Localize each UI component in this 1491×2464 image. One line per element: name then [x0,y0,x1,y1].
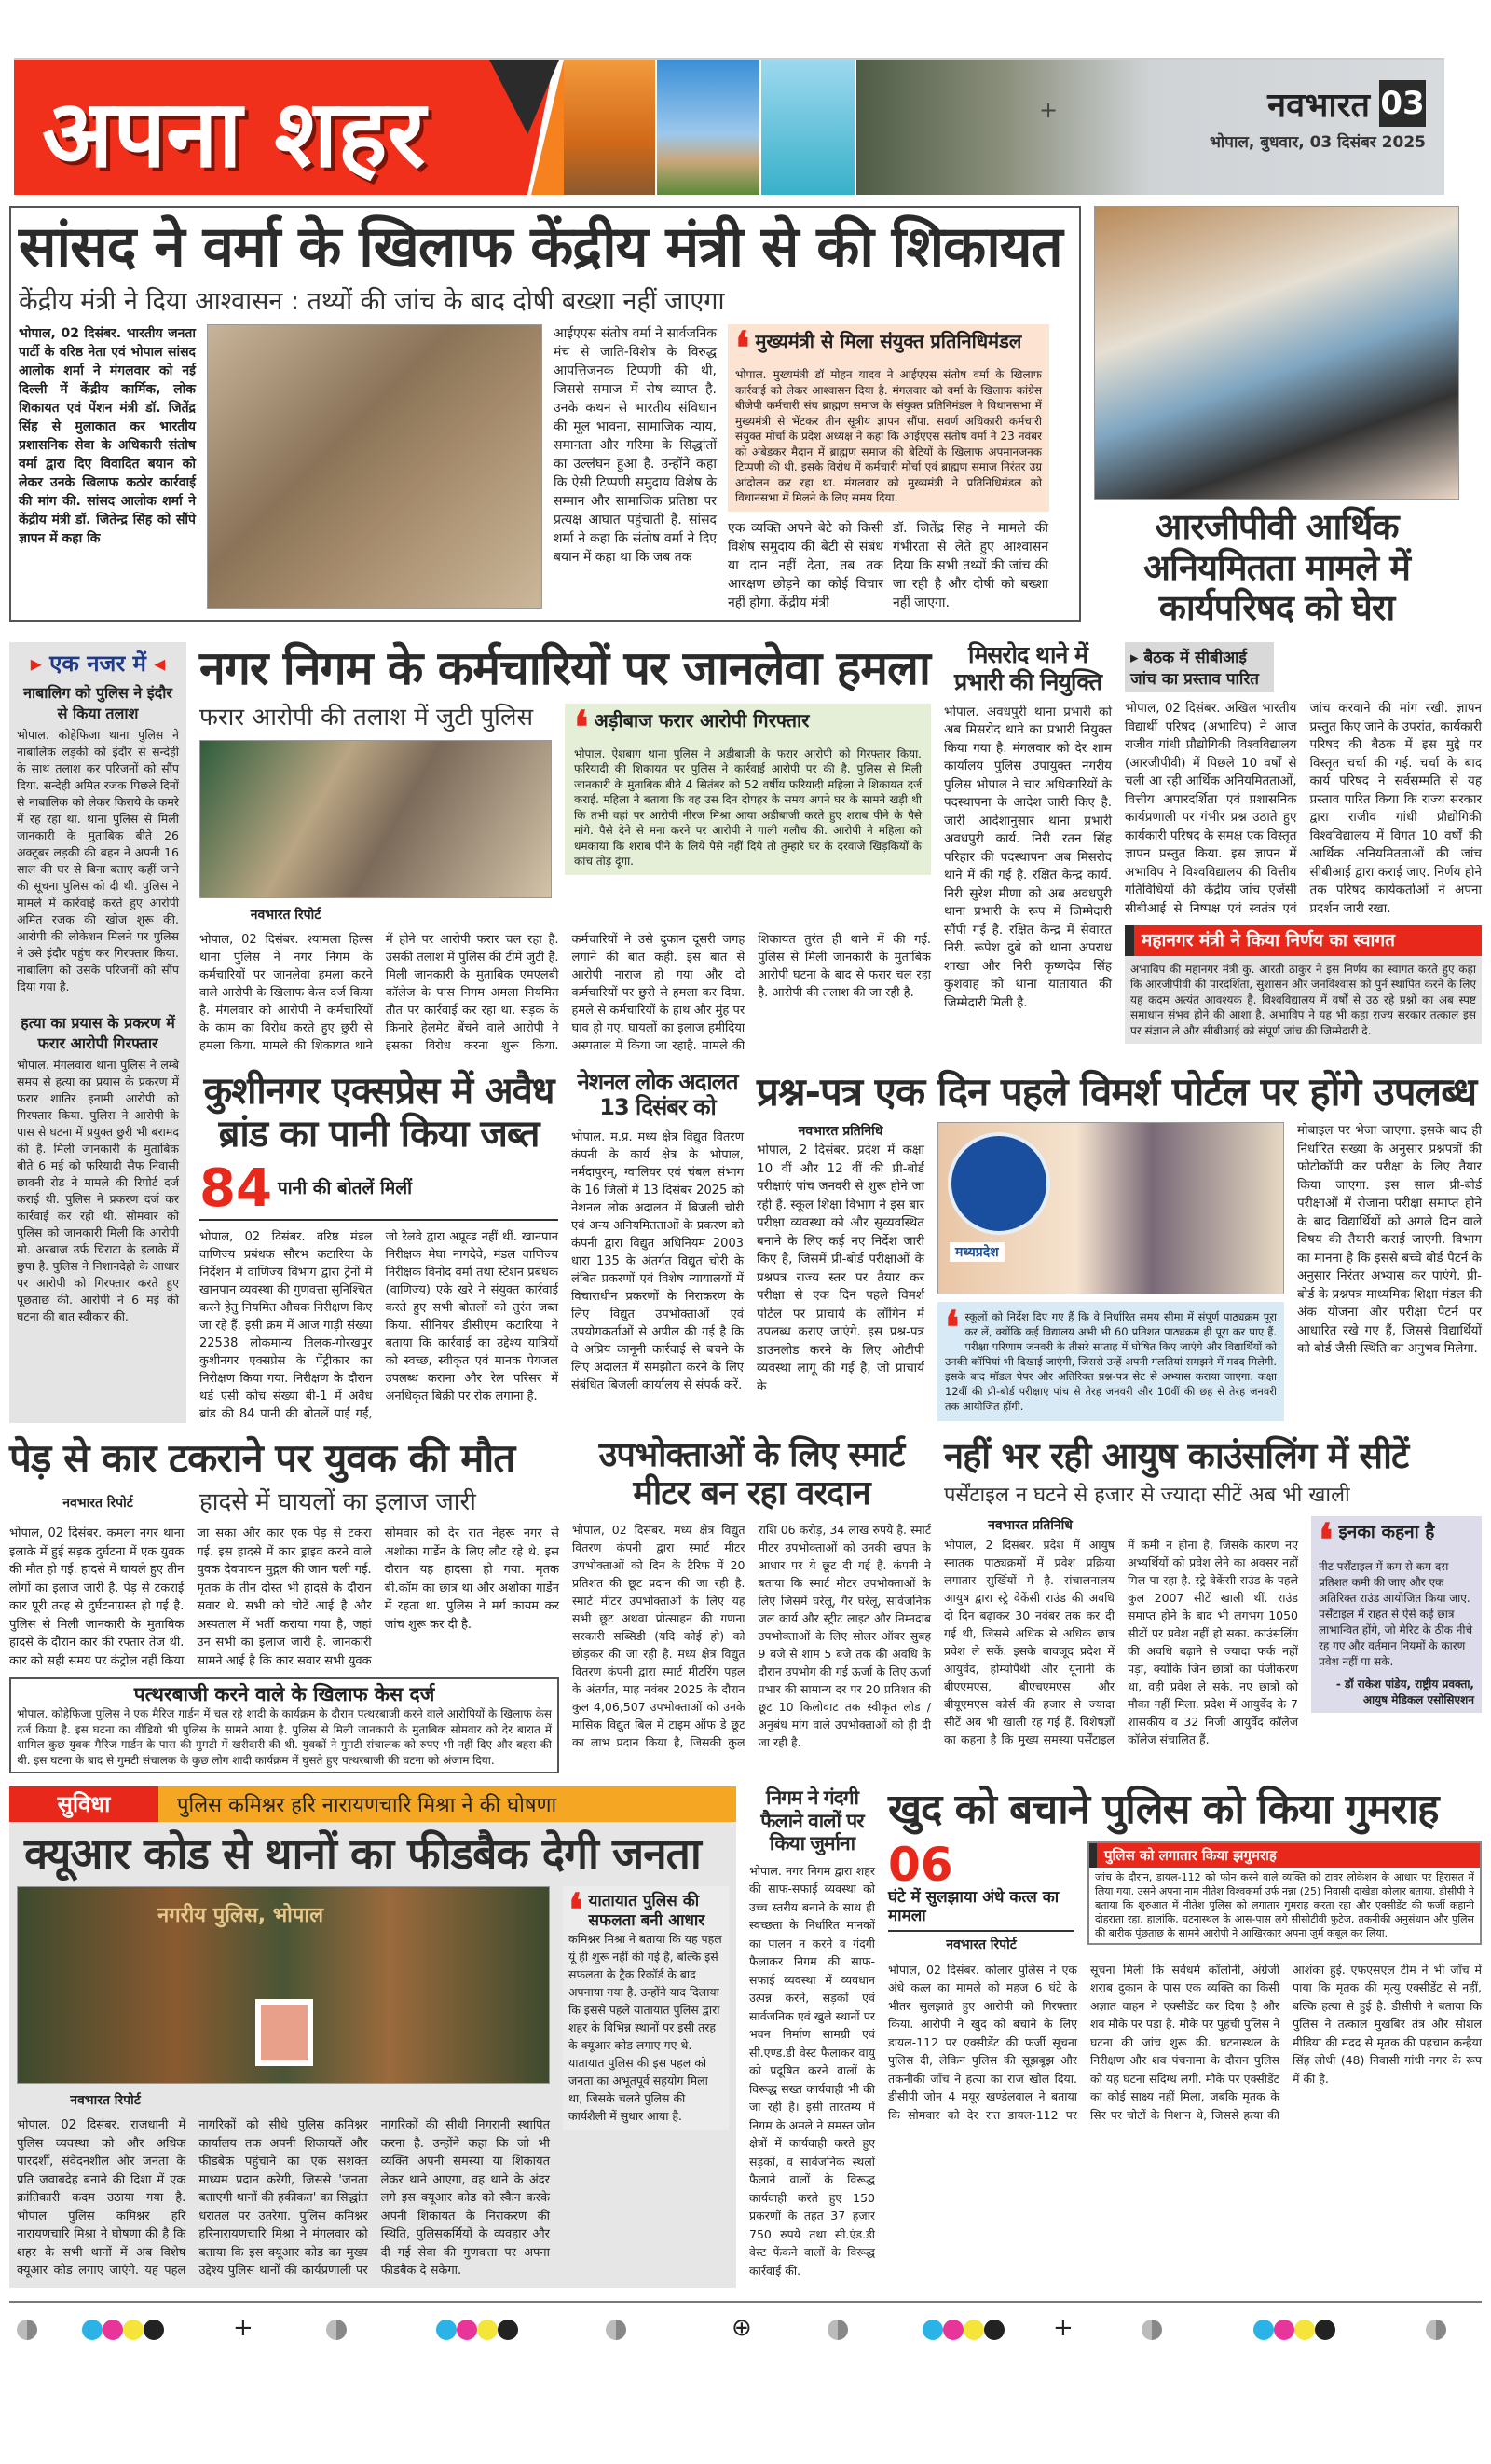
rgpv-banner-text: महानगर मंत्री ने किया निर्णय का स्वागत [1142,930,1395,951]
lead-column-4: डॉ. जितेंद्र सिंह ने मामले की गंभीरता से लेते हुए आश्वासन दिया कि सभी तथ्यों की जांच की जा रही है और दोषी को बख्शा नहीं जाएगा. [893,520,1048,610]
gumrah-body: भोपाल, 02 दिसंबर. कोलार पुलिस ने एक अंधे कत्ल का मामले को महज 6 घंटे के भीतर सुलझाते हुए आरोपी को गिरफ्तार किया. आरोपी ने खुद को बचाने के लिए डायल-112 पर एक्सीडेंट की फर्जी सूचना पुलिस दी, लेकिन पुलिस की सूझबूझ और तकनीकी जाँच ने हत्या का राज खोल दिया. डीसीपी जोन 4 मयूर खण्डेलवाल ने बताया कि सोमवार को देर रात डायल-112 पर सूचना मिली कि सर्वधर्म कॉलोनी, अंग्रेजी शराब दुकान के पास एक व्यक्ति का किसी अज्ञात वाहन ने एक्सीडेंट कर दिया है और शव मौके पर पड़ा है. मौके पर पुहंची पुलिस ने घटना की जांच शुरू की. घटनास्थल के निरीक्षण और शव पंचनामा के दौरान पुलिस को यह घटना संदिग्ध लगी. मौके पर एक्सीडेंट का कोई साक्ष्य नहीं मिला, जबकि मृतक के सिर पर चोटों के निशान थे, जिससे हत्या की आशंका हुई. एफएसएल टीम ने भी जाँच में पाया कि मृतक की मृत्यु एक्सीडेंट से नहीं, बल्कि हत्या से हुई है. डीसीपी ने बताया कि पुलिस ने तत्काल मुखबिर तंत्र और सोशल मीडिया की मदद से मृतक की पहचान कन्हैया सिंह लोधी (48) निवासी गांधी नगर के रूप में की है. [888,1962,1482,2122]
masthead-brand [1210,80,1426,152]
prashna-patra-headline: प्रश्न-पत्र एक दिन पहले विमर्श पोर्टल पर होंगे उपलब्ध [757,1068,1477,1115]
row-lower [9,1436,1482,1774]
ayush-byline: नवभारत प्रतिनिधि [988,1517,1073,1533]
ayush-quote-author: - डॉ राकेश पांडेय, राष्ट्रीय प्रवक्ता, आयुष मेडिकल एसोसिएशन [1335,1677,1474,1706]
gandagi-body: भोपाल. नगर निगम द्वारा शहर की साफ-सफाई व्यवस्था को उच्च स्तरीय बनाने के साथ ही स्वच्छता के निर्धारित मानकों का पालन न करने व गंदगी फैलाकर निगम की साफ-सफाई व्यवस्था में व्यवधान उत्पन्न करने, सड़कों एवं सार्वजनिक एवं खुले स्थानों पर भवन निर्माण सामग्री एवं सी.एण्ड.डी वेस्ट फैलाकर वायु को प्रदूषित करने वालों के विरूद्ध सख्त कार्यवाही भी की जा रही है। इसी तारतम्य में निगम के अमले ने समस्त जोन क्षेत्रों में कार्यवाही करते हुए सड़कों, व सार्वजनिक स्थलों फैलाने वालों के विरूद्ध कार्यवाही करते हुए 150 प्रकरणों के तहत 37 हजार 750 रुपये तथा सी.एंड.डी वेस्ट फेंकने वालों के विरूद्ध कार्रवाई की. [749,1863,875,2278]
crosshair-mark: + [1039,97,1059,123]
rgpv-banner [1125,925,1482,956]
prashna-byline: नवभारत प्रतिनिधि [798,1124,883,1140]
lead-subhead: केंद्रीय मंत्री ने दिया आश्वासन : तथ्यों की जांच के बाद दोषी बख्शा नहीं जाएगा [19,287,725,316]
row-lead [9,206,1482,629]
ayush-quote-box [1311,1513,1482,1713]
ayush-quote-title: इनका कहना है [1338,1521,1435,1542]
highlight-text: पानी की बोतलें मिलीं [277,1177,413,1198]
paper-name-logo: नवभारत [1267,86,1370,125]
qr-kicker: सुविधा [9,1786,158,1822]
brief-1-headline: नाबालिग को पुलिस ने इंदौर से किया तलाश [23,684,172,723]
city-photo-statue [564,60,655,195]
ayush-headline: नहीं भर रही आयुष काउंसलिंग में सीटें [944,1434,1409,1476]
registration-marks: + ⊕ + [9,2316,1482,2348]
brief-1-body: भोपाल. कोहेफिजा थाना पुलिस ने नाबालिक लड़की को इंदौर से सन्देही के साथ तलाश कर परिजनों को सौंप दिया. सन्देही अमित रजक पिछले दिनों से नाबालिक को लेकर किराये के कमरे में रह रहा था. थाना पुलिस से मिली जानकारी के मुताबिक बीते 26 अक्टूबर लड़की की बहन ने अपनी 16 साल की घर से बिना बताए कहीं जाने की सूचना पुलिस को दी थी. पुलिस ने मामले में कार्रवाई करते हुए आरोपी अमित रजक की खोज शुरू की. आरोपी की लोकेशन मिलने पर पुलिस ने उसे इंदौर पहुंच कर गिरफ्तार किया. नाबालिग को उसके परिजनों को सौंप दिया गया है. [17,728,179,994]
accident-story [9,1436,559,1774]
ek-nazar-column [9,642,186,1423]
rgpv-headline: आरजीपीवी आर्थिक अनियमितता मामले में कार्यपरिषद को घेरा [1143,506,1410,629]
misrod-story [944,642,1112,1012]
masthead [14,58,1444,193]
stone-pelting-body: भोपाल. कोहेफिजा पुलिस ने एक मैरिज गार्डन में चल रहे शादी के कार्यक्रम के दौरान पत्थरबाजी करने वाले आरोपियों के खिलाफ केस दर्ज किया है. इस घटना का वीडियो भी पुलिस के सामने आया है. पुलिस से मिली जानकारी के मुताबिक सोमवार को देर बारात में शामिल कुछ युवक मैरिज गार्डन के पास की गुमटी में खरीदारी की थी. युवकों ने गुमटी संचालक को रुपए भी नहीं दिए और बहस की थी. इस घटना के बाद से गुमटी संचालक के कुछ लोग शादी कार्यक्रम में घुसते हुए पत्थरबाजी की घटना को अंजाम दिया. [17,1707,552,1767]
ayush-subhead: पर्सेंटाइल न घटने से हजार से ज्यादा सीटें अब भी खाली [944,1484,1350,1508]
qr-photo-sign: नगरीय पुलिस, भोपाल [157,1904,323,1928]
rgpv-tag-text: बैठक में सीबीआई जांच का प्रस्ताव पारित [1130,649,1259,690]
lead-column-2: आईएएस संतोष वर्मा ने सार्वजनिक मंच से जाति-विशेष के विरुद्ध आपत्तिजनक टिप्पणी की थी, जिससे समाज में रोष व्याप्त है. उनके कथन से भारतीय संविधान की मूल भावना, सामाजिक न्याय, समानता और गरिमा के सिद्धांतों का उल्लंघन हुआ है. उन्होंने कहा कि ऐसी टिप्पणी समुदाय विशेष के सम्मान और सामाजिक प्रतिष्ठा पर प्रत्यक्ष आघात पहुंचाती है. सांसद शर्मा ने कहा कि संतोष वर्मा ने दिए बयान में कहा था कि जब तक [554,326,717,566]
kushinagar-story [199,1070,558,1423]
qr-kicker-bar [9,1786,736,1822]
traffic-police-body: कमिश्नर मिश्रा ने बताया कि यह पहल यूं ही शुरू नहीं की गई है, बल्कि इसे सफलता के ट्रैक रिकॉर्ड के बाद अपनाया गया है. उन्होंने याद दिलाया कि इससे पहले यातायात पुलिस द्वारा शहर के विभिन्न स्थानों पर इसी तरह के क्यूआर कोड लगाए गए थे. यातायात पुलिस की इस पहल को जनता का अभूतपूर्व सहयोग मिला था, जिसके चलते पुलिस की कार्यशैली में सुधार आया है. [568,1932,722,2124]
prashna-quote-box [937,1302,1284,1421]
lead-photo [207,324,542,609]
stone-pelting-box [9,1677,559,1773]
gumrah-headline: खुद को बचाने पुलिस को किया गुमराह [888,1786,1439,1834]
dateline: भोपाल, बुधवार, 03 दिसंबर 2025 [1209,133,1426,152]
adibaj-body: भोपाल. ऐशबाग थाना पुलिस ने अडीबाजी के फरार आरोपी को गिरफ्तार किया. फरियादी की शिकायत पर पुलिस ने कार्रवाई आरोपी पर की है. पुलिस से मिली जानकारी के मुताबिक बीते 4 सितंबर को 52 वर्षीय फरियादी महिला ने शिकायत दर्ज कराई. महिला ने बताया कि वह उस दिन दोपहर के समय अपने घर के सामने खड़ी थी कि तभी वहां पर आरोपी नीरज मिश्रा आया अडीबाजी करते हुए शराब पीने के पैसे मांगे. पैसे देने से मना करने पर आरोपी ने गाली गलौच की. आरोपी ने महिला को धमकाया कि शराब पीने के लिये पैसे नहीं दिये तो तुम्हारे घर के दरवाजे खिड़कियों के कांच तोड़ दूंगा. [574,746,922,869]
lead-column-3: एक व्यक्ति अपने बेटे को किसी विशेष समुदाय की बेटी से संबंध या दान नहीं देता, तब तक आरक्षण छोड़ने का कोई विचार नहीं होगा. केंद्रीय मंत्री [728,520,883,610]
nagar-nigam-story [199,642,931,1055]
row-bottom [9,1786,1482,2287]
rgpv-banner-body: अभाविप की महानगर मंत्री कु. आरती ठाकुर ने इस निर्णय का स्वागत करते हुए कहा कि आरजीपीवी की पारदर्शिता, सुशासन और जनविश्वास को पुर्न स्थापित करने के लिए यह कदम अत्यंत आवश्यक है. विश्वविद्यालय में वर्षों से उठ रहे प्रश्नों का अब स्पष्ट समाधान संभव होने की आशा है. अभाविप ने यह भी कहा राज्य सरकार तत्काल इस पर संज्ञान ले और सीबीआई को संपूर्ण जांच की जिम्मेदारी दे. [1125,956,1482,1045]
gumrah-highlight [888,1838,1074,1932]
accident-byline: नवभारत रिपोर्ट [62,1496,133,1512]
qr-press-photo [17,1886,550,2084]
highlight-number: 06 [888,1838,953,1893]
nagar-nigam-subhead: फरार आरोपी की तलाश में जुटी पुलिस [199,703,534,732]
smart-meter-body: भोपाल, 02 दिसंबर. मध्य क्षेत्र विद्युत वितरण कंपनी द्वारा स्मार्ट मीटर उपभोक्ताओं को दिन के टैरिफ में 20 प्रतिशत की छूट प्रदान की जा रही है. स्मार्ट मीटर उपभोक्ताओं के लिए यह सभी छूट अथवा प्रोत्साहन की गणना सरकारी सब्सिडी (यदि कोई हो) को छोड़कर की जा रही है. मध्य क्षेत्र विद्युत वितरण कंपनी द्वारा स्मार्ट मीटरिंग पहल के अंतर्गत, माह नवंबर 2025 के दौरान कुल 4,06,507 उपभोक्ताओं को उनके मासिक विद्युत बिल में टाइम ऑफ डे छूट का लाभ प्रदान किया है, जिसकी कुल राशि 06 करोड़, 34 लाख रुपये है. स्मार्ट मीटर उपभोक्ताओं को उनकी खपत के आधार पर ये छूट दी गई है. कंपनी ने बताया कि स्मार्ट मीटर उपभोक्ताओं के लिए जिसमें घरेलू, गैर घरेलू, सार्वजनिक जल कार्य और स्ट्रीट लाइट और निम्नदाब उपभोक्ताओं के लिए सोलर ऑवर सुबह 9 बजे से शाम 5 बजे तक की अवधि के दौरान उपभोग की गई ऊर्जा के लिए ऊर्जा प्रभार की सामान्य दर पर 20 प्रतिशत की छूट 10 किलोवाट तक स्वीकृत लोड / अनुबंध मांग वाले उपभोक्ताओं को ही दी जा रही है. [572,1522,931,1749]
prashna-patra-story [757,1070,1482,1421]
ayush-quote-text: नीट पर्सेंटाइल में कम से कम दस प्रतिशत कमी की जाए और एक अतिरिक्त राउंड आयोजित किया जाए. पर्सेंटाइल में राहत से ऐसे कई छात्र लाभान्वित होंगे, जो मेरिट के ठीक नीचे रह गए और वर्तमान नियमों के कारण प्रवेश नहीं पा सके. [1319,1559,1473,1668]
stone-pelting-title: पत्थरबाजी करने वाले के खिलाफ केस दर्ज [133,1683,435,1706]
city-photo-mosque [657,60,759,195]
misrod-body: भोपाल. अवधपुरी थाना प्रभारी को अब मिसरोद थाने का प्रभारी नियुक्त किया गया है. मंगलवार को देर शाम कार्यालय पुलिस उपायुक्त नगरीय पुलिस भोपाल ने चार अधिकारियों के पदस्थापना के आदेश जारी किए है. जारी आदेशानुसार थाना प्रभारी अवधपुरी कार्य. निरी रतन सिंह परिहार की पदस्थापना अब मिसरोद थाने में की गई है. रक्षित केन्द्र कार्य. निरी सुरेश मीणा को अब अवधपुरी थाना प्रभारी के रूप में जिम्मेदारी सौंपी गई है. रक्षित केन्द्र में सेवारत निरी. रूपेश दुबे को थाना अपराध शाखा और निरी कृष्णदेव सिंह कुशवाह को थाना यातायात की जिम्मेदारी मिली है. [944,704,1112,1010]
adibaj-title: अड़ीबाज फरार आरोपी गिरफ्तार [594,708,810,732]
quote-mark-icon: ❛ [568,1884,583,1937]
misled-box [1087,1841,1482,1945]
lead-column-1: भोपाल, 02 दिसंबर. भारतीय जनता पार्टी के वरिष्ठ नेता एवं भोपाल सांसद आलोक शर्मा ने मंगलवार को नई दिल्ली में केंद्रीय कार्मिक, लोक शिकायत एवं पेंशन मंत्री डॉ. जितेंद्र सिंह से मुलाकात कर भारतीय प्रशासनिक सेवा के अधिकारी संतोष वर्मा द्वारा दिए विवादित बयान को लेकर उनके खिलाफ कठोर कार्रवाई की मांग की. सांसद आलोक शर्मा ने केंद्रीय मंत्री डॉ. जितेन्द्र सिंह को सौंपे ज्ञापन में कहा कि [19,326,196,547]
nagar-nigam-headline: नगर निगम के कर्मचारियों पर जानलेवा हमला [199,641,930,696]
bottom-rule [9,2301,1482,2303]
page-number: 03 [1379,80,1426,127]
misled-box-title-text: पुलिस को लगातार किया झगुमराह [1104,1847,1277,1865]
smart-meter-story [572,1436,931,1751]
ek-nazar-title-text: एक नजर में [49,650,146,678]
qr-byline: नवभारत रिपोर्ट [70,2093,141,2109]
traffic-police-box [563,1886,729,2130]
prashna-quote-text: स्कूलों को निर्देश दिए गए हैं कि वे निर्धारित समय सीमा में संपूर्ण पाठ्यक्रम पूरा कर लें, क्योंकि कई विद्यालय अभी भी 60 प्रतिशत पाठ्यक्रम ही पूरा कर पाए हैं. परीक्षा परिणाम जनवरी के तीसरे सप्ताह में घोषित किए जाएंगे और विद्यार्थियों को उनकी कॉपियां भी दिखाई जाएंगी, जिससे उन्हें अपनी गलतियां समझने में मदद मिलेगी. इसके बाद मॉडल पेपर और अतिरिक्त प्रश्न-पत्र सेट से अभ्यास कराया जाएगा. कक्षा 12वीं की प्री-बोर्ड परीक्षाएं पांच से तेरह जनवरी और 10वीं की छह से तेरह जनवरी तक आयोजित होंगी. [945,1310,1277,1414]
section-title: अपना शहर [42,79,426,188]
rgpv-body: भोपाल, 02 दिसंबर. अखिल भारतीय विद्यार्थी परिषद (अभाविप) ने आज राजीव गांधी प्रौद्योगिकी विश्वविद्यालय (आरजीपीवी) में पिछले 10 वर्षों से चली आ रही आर्थिक अनियमितताओं, वित्तीय अपारदर्शिता एवं प्रशासनिक कार्यप्रणाली पर गंभीर प्रश्न उठाते हुए कार्यकारी परिषद के समक्ष एक विस्तृत ज्ञापन प्रस्तुत किया. इस ज्ञापन में अभाविप ने विश्वविद्यालय की वित्तीय गतिविधियों की केंद्रीय जांच एजेंसी सीबीआई से निष्पक्ष एवं स्वतंत्र एवं जांच करवाने की मांग रखी. ज्ञापन प्रस्तुत किए जाने के उपरांत, कार्यकारी परिषद की बैठक में इस मुद्दे पर विस्तृत चर्चा की गई. चर्चा के बाद कार्य परिषद ने सर्वसम्मति से यह प्रस्ताव पारित किया कि राज्य सरकार द्वारा राजीव गांधी प्रौद्योगिकी विश्वविद्यालय में विगत 10 वर्षों की आर्थिक अनियमितताओं की जांच सीबीआई द्वारा कराई जाए. निर्णय होने तक परिषद कार्यकर्ताओं ने अपना प्रदर्शन जारी रखा. [1125,701,1482,916]
qr-story [9,1786,736,2287]
lok-adalat-body: भोपाल. म.प्र. मध्य क्षेत्र विद्युत वितरण कंपनी के कार्य क्षेत्र के भोपाल, नर्मदापुरम्, ग्वालियर एवं चंबल संभाग के 16 जिलों में 13 दिसंबर 2025 को नेशनल लोक अदालत में बिजली चोरी एवं अन्य अनियमितताओं के प्रकरण को कंपनी द्वारा विद्युत अधिनियम 2003 धारा 135 के अंतर्गत विद्युत चोरी के लंबित प्रकरणों एवं विशेष न्यायालयों में विचाराधीन प्रकरणों के निराकरण के लिए विद्युत उपभोक्ताओं एवं उपयोगकर्ताओं से अपील की गई है कि वे अप्रिय कानूनी कार्रवाई से बचने के लिए अदालत में समझौता करने के लिए संबंधित बिजली कार्यालय से संपर्क करें. [571,1129,744,1392]
brief-2-body: भोपाल. मंगलवारा थाना पुलिस ने लम्बे समय से हत्या का प्रयास के प्रकरण में फरार शातिर इनामी आरोपी को गिरफ्तार किया. पुलिस ने आरोपी के पास से घटना में प्रयुक्त छुरी भी बरामद की है. मिली जानकारी के मुताबिक बीते 6 मई को फरियादी सैफ निवासी छावनी रोड ने मामले की रिपोर्ट दर्ज कराई थी. पुलिस ने प्रकरण दर्ज कर कार्रवाई कर रही थी. सोमवार को पुलिस को जानकारी मिली कि आरोपी मो. अरबाज उर्फ चिराटा के इलाके में छुपा है. पुलिस ने निशानदेही के आधार पर आरोपी को गिरफ्तार करते हुए पूछताछ की. आरोपी ने 6 मई की घटना की बात स्वीकार की. [17,1058,179,1324]
prashna-body-left: भोपाल, 2 दिसंबर. प्रदेश में कक्षा 10 वीं और 12 वीं की प्री-बोर्ड परीक्षाएं पांच जनवरी से शुरू होने जा रही हैं. स्कूल शिक्षा विभाग ने इस बार परीक्षा व्यवस्था को और सुव्यवस्थित बनाने के लिए कई नए निर्देश जारी किए है, जिसमें प्री-बोर्ड परीक्षाओं के प्रश्नपत्र राज्य स्तर पर तैयार कर परीक्षा से एक दिन पहले विमर्श पोर्टल पर प्राचार्य के लॉगिन में उपलब्ध कराए जाएंगे. इस प्रश्न-पत्र डाउनलोड करने के लिए ओटीपी व्यवस्था लागू की गई है, जो प्राचार्य के [757,1143,924,1394]
mp-board-emblem [948,1132,1050,1235]
prashna-body-right: मोबाइल पर भेजा जाएगा. इसके बाद ही निर्धारित संख्या के अनुसार प्रश्नपत्रों की फोटोकॉपी कर परीक्षा के लिए तैयार किया जाएगा. इस साल प्री-बोर्ड परीक्षाओं में रोजाना परीक्षा समाप्त होने के बाद विद्यार्थियों को अगले दिन वाले विषय की तैयारी कराई जाएगी. विभाग का मानना है कि इससे बच्चे बोर्ड पैटर्न के अनुसार निरंतर अभ्यास कर पाएंगे. प्री-बोर्ड के प्रश्नपत्र माध्यमिक शिक्षा मंडल की अंक योजना और परीक्षा पैटर्न पर आधारित रखे गए हैं, जिससे विद्यार्थियों को बोर्ड जैसी स्थिति का अनुभव मिलेगा. [1297,1123,1482,1357]
mp-board-label: मध्यप्रदेश [950,1242,1005,1262]
kushinagar-highlight [199,1157,558,1221]
misrod-headline: मिसरोद थाने में प्रभारी की नियुक्ति [953,641,1102,695]
ek-nazar-title: ▸ एक नजर में ◂ [30,650,166,678]
nagar-nigam-body: भोपाल, 02 दिसंबर. श्यामला हिल्स थाना पुलिस ने नगर निगम के कर्मचारियों पर जानलेवा हमला करने वाले आरोपी के खिलाफ केस दर्ज किया है. मंगलवार को आरोपी ने कर्मचारियों के काम का विरोध करते हुए छुरी से हमला किया. मामले की शिकायत थाने में होने पर आरोपी फरार चल रहा है. उसकी तलाश में पुलिस की टीमें जुटी है. मिली जानकारी के मुताबिक एमएलबी कॉलेज के पास निगम अमला नियमित तौत पर कार्रवाई कर रहा था. सड़क के किनारे हेलमेट बेंचने वाले आरोपी ने इसका विरोध करना शुरू किया. कर्मचारियों ने उसे दुकान दूसरी जगह लगाने की बात कही. इस बात से आरोपी नाराज हो गया और दो कर्मचारियों पर छुरी से हमला कर दिया. हमले से कर्मचारियों के हाथ और मुंह पर घाव हो गए. घायलों का इलाज हमीदिया अस्पताल में किया जा रहाहै. मामले की शिकायत तुरंत ही थाने में की गई. पुलिस से मिली जानकारी के मुताबिक आरोपी घटना के बाद से फरार चल रहा है. आरोपी की तलाश की जा रही है. [199,932,931,1053]
accident-subhead: हादसे में घायलों का इलाज जारी [199,1488,476,1517]
arrow-right-icon: ▸ [1130,649,1144,668]
gumrah-story [888,1786,1482,2124]
lead-headline: सांसद ने वर्मा के खिलाफ केंद्रीय मंत्री से की शिकायत [19,214,1062,280]
gandagi-story [749,1786,875,2279]
rgpv-continued [1125,642,1482,1044]
mp-board-photo [937,1122,1284,1294]
lok-adalat-headline: नेशनल लोक अदालत 13 दिसंबर को [577,1068,738,1121]
rgpv-photo [1094,206,1459,500]
lead-story [9,206,1081,622]
qr-headline: क्यूआर कोड से थानों का फीडबैक देगी जनता [24,1828,701,1880]
quote-mark-icon: ❛ [735,322,750,376]
cm-delegation-body: भोपाल. मुख्यमंत्री डॉ मोहन यादव ने आईएएस संतोष वर्मा के खिलाफ कार्रवाई को लेकर आश्वासन दिया है. मंगलवार को वर्मा के खिलाफ कांग्रेस बीजेपी कर्मचारी संघ ब्राह्मण समाज के संयुक्त प्रतिनिमंडल ने विधानसभा में मुख्यमंत्री से भेंटकर तीन सूत्रीय ज्ञापन सौंपा. सवर्ण अधिकारी कर्मचारी संयुक्त मोर्चा के प्रदेश अध्यक्ष ने कहा कि आईएएस संतोष वर्मा ने 23 नवंबर को अंबेडकर मैदान में ब्राह्मण समाज की बेटियों के खिलाफ अपमानजनक टिप्पणी की थी. इसके विरोध में कर्मचारी मोर्चा एवं ब्राह्मण समाज निरंतर उग्र आंदोलन कर रहा था. मंगलवार को मुख्यमंत्री ने प्रतिनिधिमंडल को विधानसभा में मिलने के लिए समय दिया. [735,368,1042,505]
nagar-nigam-photo [199,740,552,898]
row-middle [9,642,1482,1423]
highlight-number: 84 [199,1157,272,1219]
quote-mark-icon: ❛ [574,701,589,754]
qr-body: भोपाल, 02 दिसंबर. राजधानी में पुलिस व्यवस्था को और अधिक पारदर्शी, संवेदनशील और जनता के प्रति जवाबदेह बनाने की दिशा में एक क्रांतिकारी कदम उठाया गया है. भोपाल पुलिस कमिश्नर हरि नारायणचारि मिश्रा ने घोषणा की है कि शहर के सभी थानों में अब विशेष क्यूआर कोड लगाए जाएंगे. यह पहल नागरिकों को सीधे पुलिस कमिश्नर कार्यालय तक अपनी शिकायतें और फीडबैक पहुंचाने का एक सशक्त माध्यम प्रदान करेगी, जिससे 'जनता बताएगी थानों की हकीकत' का सिद्धांत धरातल पर उतरेगा. पुलिस कमिश्नर हरिनारायणचारि मिश्रा ने मंगलवार को बताया कि इस क्यूआर कोड का मुख्य उद्देश्य पुलिस थानों की कार्यप्रणाली पर नागरिकों की सीधी निगरानी स्थापित करना है. उन्होंने कहा कि जो भी व्यक्ति अपनी समस्या या शिकायत लेकर थाने आएगा, वह थाने के अंदर लगे इस क्यूआर कोड को स्कैन करके अपनी शिकायत के निराकरण की स्थिति, पुलिसकर्मियों के व्यवहार और दी गई सेवा की गुणवत्ता पर अपना फीडबैक दे सकेगा. [17,2118,550,2279]
nagar-nigam-byline: नवभारत रिपोर्ट [250,907,321,923]
city-photo-lake [761,60,855,195]
quote-mark-icon: ❛ [945,1302,960,1355]
highlight-text: घंटे में सुलझाया अंधे कत्ल का मामला [888,1888,1060,1926]
ayush-body: भोपाल, 2 दिसंबर. प्रदेश में आयुष स्नातक पाठ्यक्रमों में प्रवेश प्रक्रिया लगातार सुर्खियों में है. संचालनालय आयुष द्वारा स्ट्रे वेकेंसी राउंड की अवधि दो दिन बढ़ाकर 30 नवंबर तक कर दी गई थी, जिससे अधिक से अधिक छात्र प्रवेश ले सकें. इसके बावजूद प्रदेश में आयुर्वेद, होम्योपैथी और यूनानी के बीएएमएस, बीएचएमएस और बीयूएमएस कोर्स की हजार से ज्यादा सीटें अब भी खाली रह गई हैं. विशेषज्ञों का कहना है कि मुख्य समस्या पर्सेंटाइल में कमी न होना है, जिसके कारण नए अभ्यर्थियों को प्रवेश लेने का अवसर नहीं मिल पा रहा है. स्ट्रे वेकेंसी राउंड के पहले कुल 2007 सीटें खाली थीं. राउंड समाप्त होने के बाद भी लगभग 1050 सीटों पर प्रवेश नहीं हो सका. काउंसलिंग की अवधि बढ़ाने से ज्यादा फर्क नहीं पड़ा, क्योंकि जिन छात्रों का पंजीकरण था, वही प्रवेश ले सके. नए छात्रों को मौका नहीं मिला. प्रदेश में आयुर्वेद के 7 शासकीय व 32 निजी आयुर्वेद कॉलेज कॉलेज संचालित हैं. [944,1537,1298,1746]
qr-code-poster [255,1999,313,2066]
quote-mark-icon: ❛ [1319,1513,1334,1567]
brief-2-headline: हत्या का प्रयास के प्रकरण में फरार आरोपी गिरफ्तार [21,1014,175,1053]
accident-body: भोपाल, 02 दिसंबर. कमला नगर थाना इलाके में हुई सड़क दुर्घटना में एक युवक की मौत हो गई. हादसे में घायले हुए तीन लोगों का इलाज जारी है. पेड़ से टकराई कार पूरी तरह से दुर्घटनाग्रस्त हो गई है. पुलिस से मिली जानकारी के मुताबिक हादसे के दौरान कार की रफ्तार तेज थी. कार को सही समय पर कंट्रोल नहीं किया जा सका और कार एक पेड़ से टकरा गई. इस हादसे में कार ड्राइव करने वाले युवक देवपायन मुद्गल की जान चली गई. मृतक के तीन दोस्त भी हादसे के दौरान सवार थे. सभी को चोटें आई है और अस्पताल में भर्ती कराया गया है, जहां उन सभी का इलाज जारी है. जानकारी सामने आई है कि कार सवार सभी युवक सोमवार को देर रात नेहरू नगर से अशोका गार्डेन के लिए लौट रहे थे. इस दौरान यह हादसा हो गया. मृतक बी.कॉम का छात्र था और अशोका गार्डेन में रहता था. पुलिस ने मर्ग कायम कर जांच शुरू कर दी है. [9,1526,559,1668]
cm-delegation-title: मुख्यमंत्री से मिला संयुक्त प्रतिनिधिमंडल [755,330,1022,353]
misled-box-title [1089,1843,1480,1868]
qr-strap: पुलिस कमिश्नर हरि नारायणचारि मिश्रा ने की घोषणा [177,1794,557,1818]
kushinagar-headline: कुशीनगर एक्सप्रेस में अवैध ब्रांड का पानी किया जब्त [203,1069,554,1156]
misled-box-body: जांच के दौरान, डायल-112 को फोन करने वाले व्यक्ति को टावर लोकेशन के आधार पर हिरासत में लिया गया. उसने अपना नाम नीतेश विश्वकर्मा उर्फ नन्ना (25) निवासी दाखेडा कोलार बताया. डीसीपी ने बताया कि शुरुआत में नीतेश पुलिस को लगातार गुमराह करता रहा और एक्सीडेंट की फर्जी कहानी दोहराता रहा. हालांकि, घटनास्थल के आस-पास लगे सीसीटीवी फुटेज, तकनीकी अनुसंधान और पुलिस की बारीक पूंछताछ के सामने आरोपी ने आखिरकार अपना जुर्म कबूल कर लिया. [1095,1871,1474,1940]
ayush-story [944,1436,1482,1748]
rgpv-tag [1125,642,1274,692]
cm-delegation-box [728,324,1049,512]
lok-adalat-story [571,1070,744,1394]
smart-meter-headline: उपभोक्ताओं के लिए स्मार्ट मीटर बन रहा वरदान [598,1435,905,1513]
gumrah-byline: नवभारत रिपोर्ट [946,1937,1017,1952]
gandagi-headline: निगम ने गंदगी फैलाने वालों पर किया जुर्माना [760,1786,864,1855]
adibaj-box [565,701,931,875]
accident-headline: पेड़ से कार टकराने पर युवक की मौत [9,1434,515,1481]
traffic-police-title: यातायात पुलिस की सफलता बनी आधार [588,1892,705,1930]
kushinagar-body: भोपाल, 02 दिसंबर. वरिष्ठ मंडल वाणिज्य प्रबंधक सौरभ कटारिया के निर्देशन में वाणिज्य विभाग द्वारा ट्रेनों में खानपान व्यवस्था की गुणवत्ता सुनिश्चित करने हेतु नियमित औचक निरीक्षण किए जा रहे हैं. इसी क्रम में आज गाड़ी संख्या 22538 लोकमान्य तिलक-गोरखपुर कुशीनगर एक्सप्रेस के पेंट्रीकार का निरीक्षण किया गया. निरीक्षण के दौरान थर्ड एसी कोच संख्या बी-1 में अवैध ब्रांड की 84 पानी की बोतलें पाई गईं, जो रेलवे द्वारा अप्रूव्ड नहीं थीं. खानपान निरीक्षक मेघा नागदेवे, मंडल वाणिज्य निरीक्षक विनोद वर्मा तथा स्टेशन प्रबंधक (वाणिज्य) एके खरे ने संयुक्त कार्रवाई करते हुए सभी बोतलों को तुरंत जब्त किया. सीनियर डीसीएम कटारिया ने बताया कि कार्रवाई का उद्देश्य यात्रियों को स्वच्छ, स्वीकृत एवं मानक पेयजल उपलब्ध कराना और रेल परिसर में अनधिकृत बिक्री पर रोक लगाना है. [199,1229,558,1421]
